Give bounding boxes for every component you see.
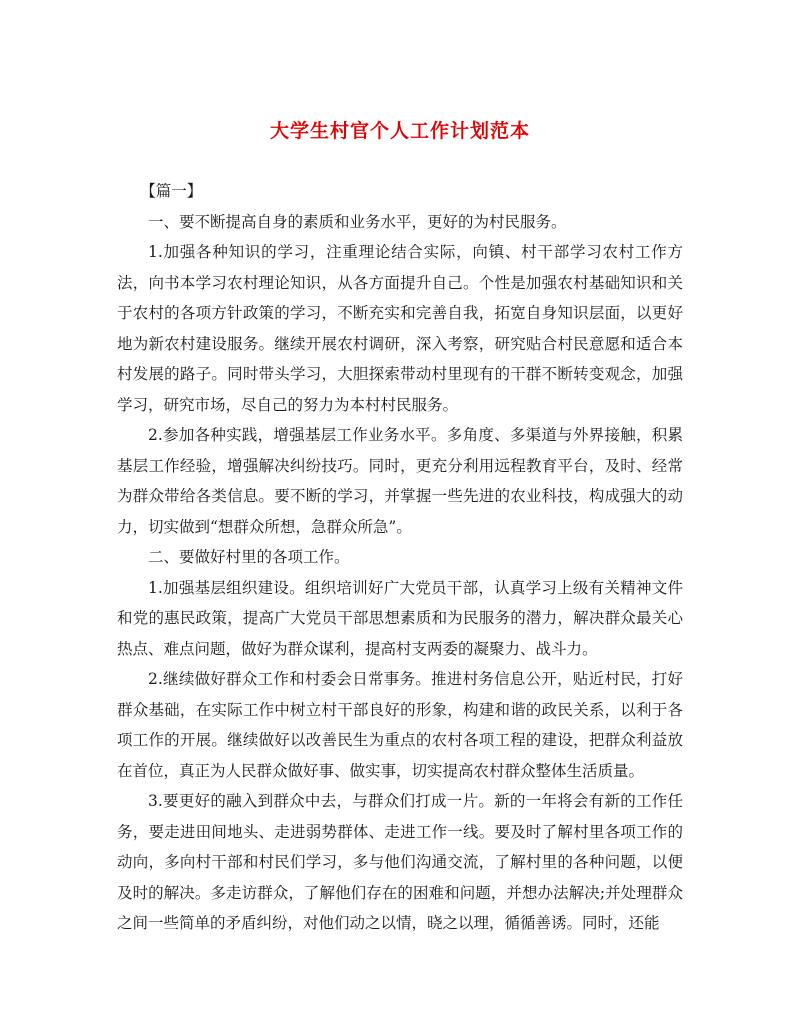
heading-one: 一、要不断提高自身的素质和业务水平，更好的为村民服务。: [148, 212, 567, 231]
document-body: [117, 176, 683, 939]
paragraph-1-2: 2.参加各种实践，增强基层工作业务水平。多角度、多渠道与外界接触，积累基层工作经验，增强解决纠纷技巧。同时，更充分利用远程教育平台，及时、经常为群众带给各类信息。要不断的学习，并掌握一些先进的农业科技，构成强大的动力，切实做到“想群众所想，急群众所急”。: [117, 426, 683, 536]
paragraph-2-3: 3.要更好的融入到群众中去，与群众们打成一片。新的一年将会有新的工作任务，要走进田间地头、走进弱势群体、走进工作一线。要及时了解村里各项工作的动向，多向村干部和村民们学习，多与他们沟通交流，了解村里的各种问题，以便及时的解决。多走访群众，了解他们存在的困难和问题，并想办法解决;并处理群众之间一些简单的矛盾纠纷，对他们动之以情，晓之以理，循循善诱。同时，还能: [117, 792, 683, 932]
paragraph-2-2: 2.继续做好群众工作和村委会日常事务。推进村务信息公开，贴近村民，打好群众基础，在实际工作中树立村干部良好的形象，构建和谐的政民关系，以利于各项工作的开展。继续做好以改善民生为重点的农村各项工程的建设，把群众利益放在首位，真正为人民群众做好事、做实事，切实提高农村群众整体生活质量。: [117, 670, 683, 780]
paragraph-2-1: 1.加强基层组织建设。组织培训好广大党员干部，认真学习上级有关精神文件和党的惠民政策，提高广大党员干部思想素质和为民服务的潜力，解决群众最关心热点、难点问题，做好为群众谋利，提高村支两委的凝聚力、战斗力。: [117, 578, 683, 658]
heading-two: 二、要做好村里的各项工作。: [148, 548, 350, 566]
document-title: 大学生村官个人工作计划范本: [269, 120, 530, 142]
section-label: 【篇一】: [140, 182, 203, 200]
paragraph-1-1: 1.加强各种知识的学习，注重理论结合实际，向镇、村干部学习农村工作方法，向书本学习农村理论知识，从各方面提升自己。个性是加强农村基础知识和关于农村的各项方针政策的学习，不断充实和完善自我，拓宽自身知识层面，以更好地为新农村建设服务。继续开展农村调研，深入考察，研究贴合村民意愿和适合本村发展的路子。同时带头学习，大胆探索带动村里现有的干群不断转变观念，加强学习，研究市场，尽自己的努力为本村村民服务。: [117, 243, 683, 414]
